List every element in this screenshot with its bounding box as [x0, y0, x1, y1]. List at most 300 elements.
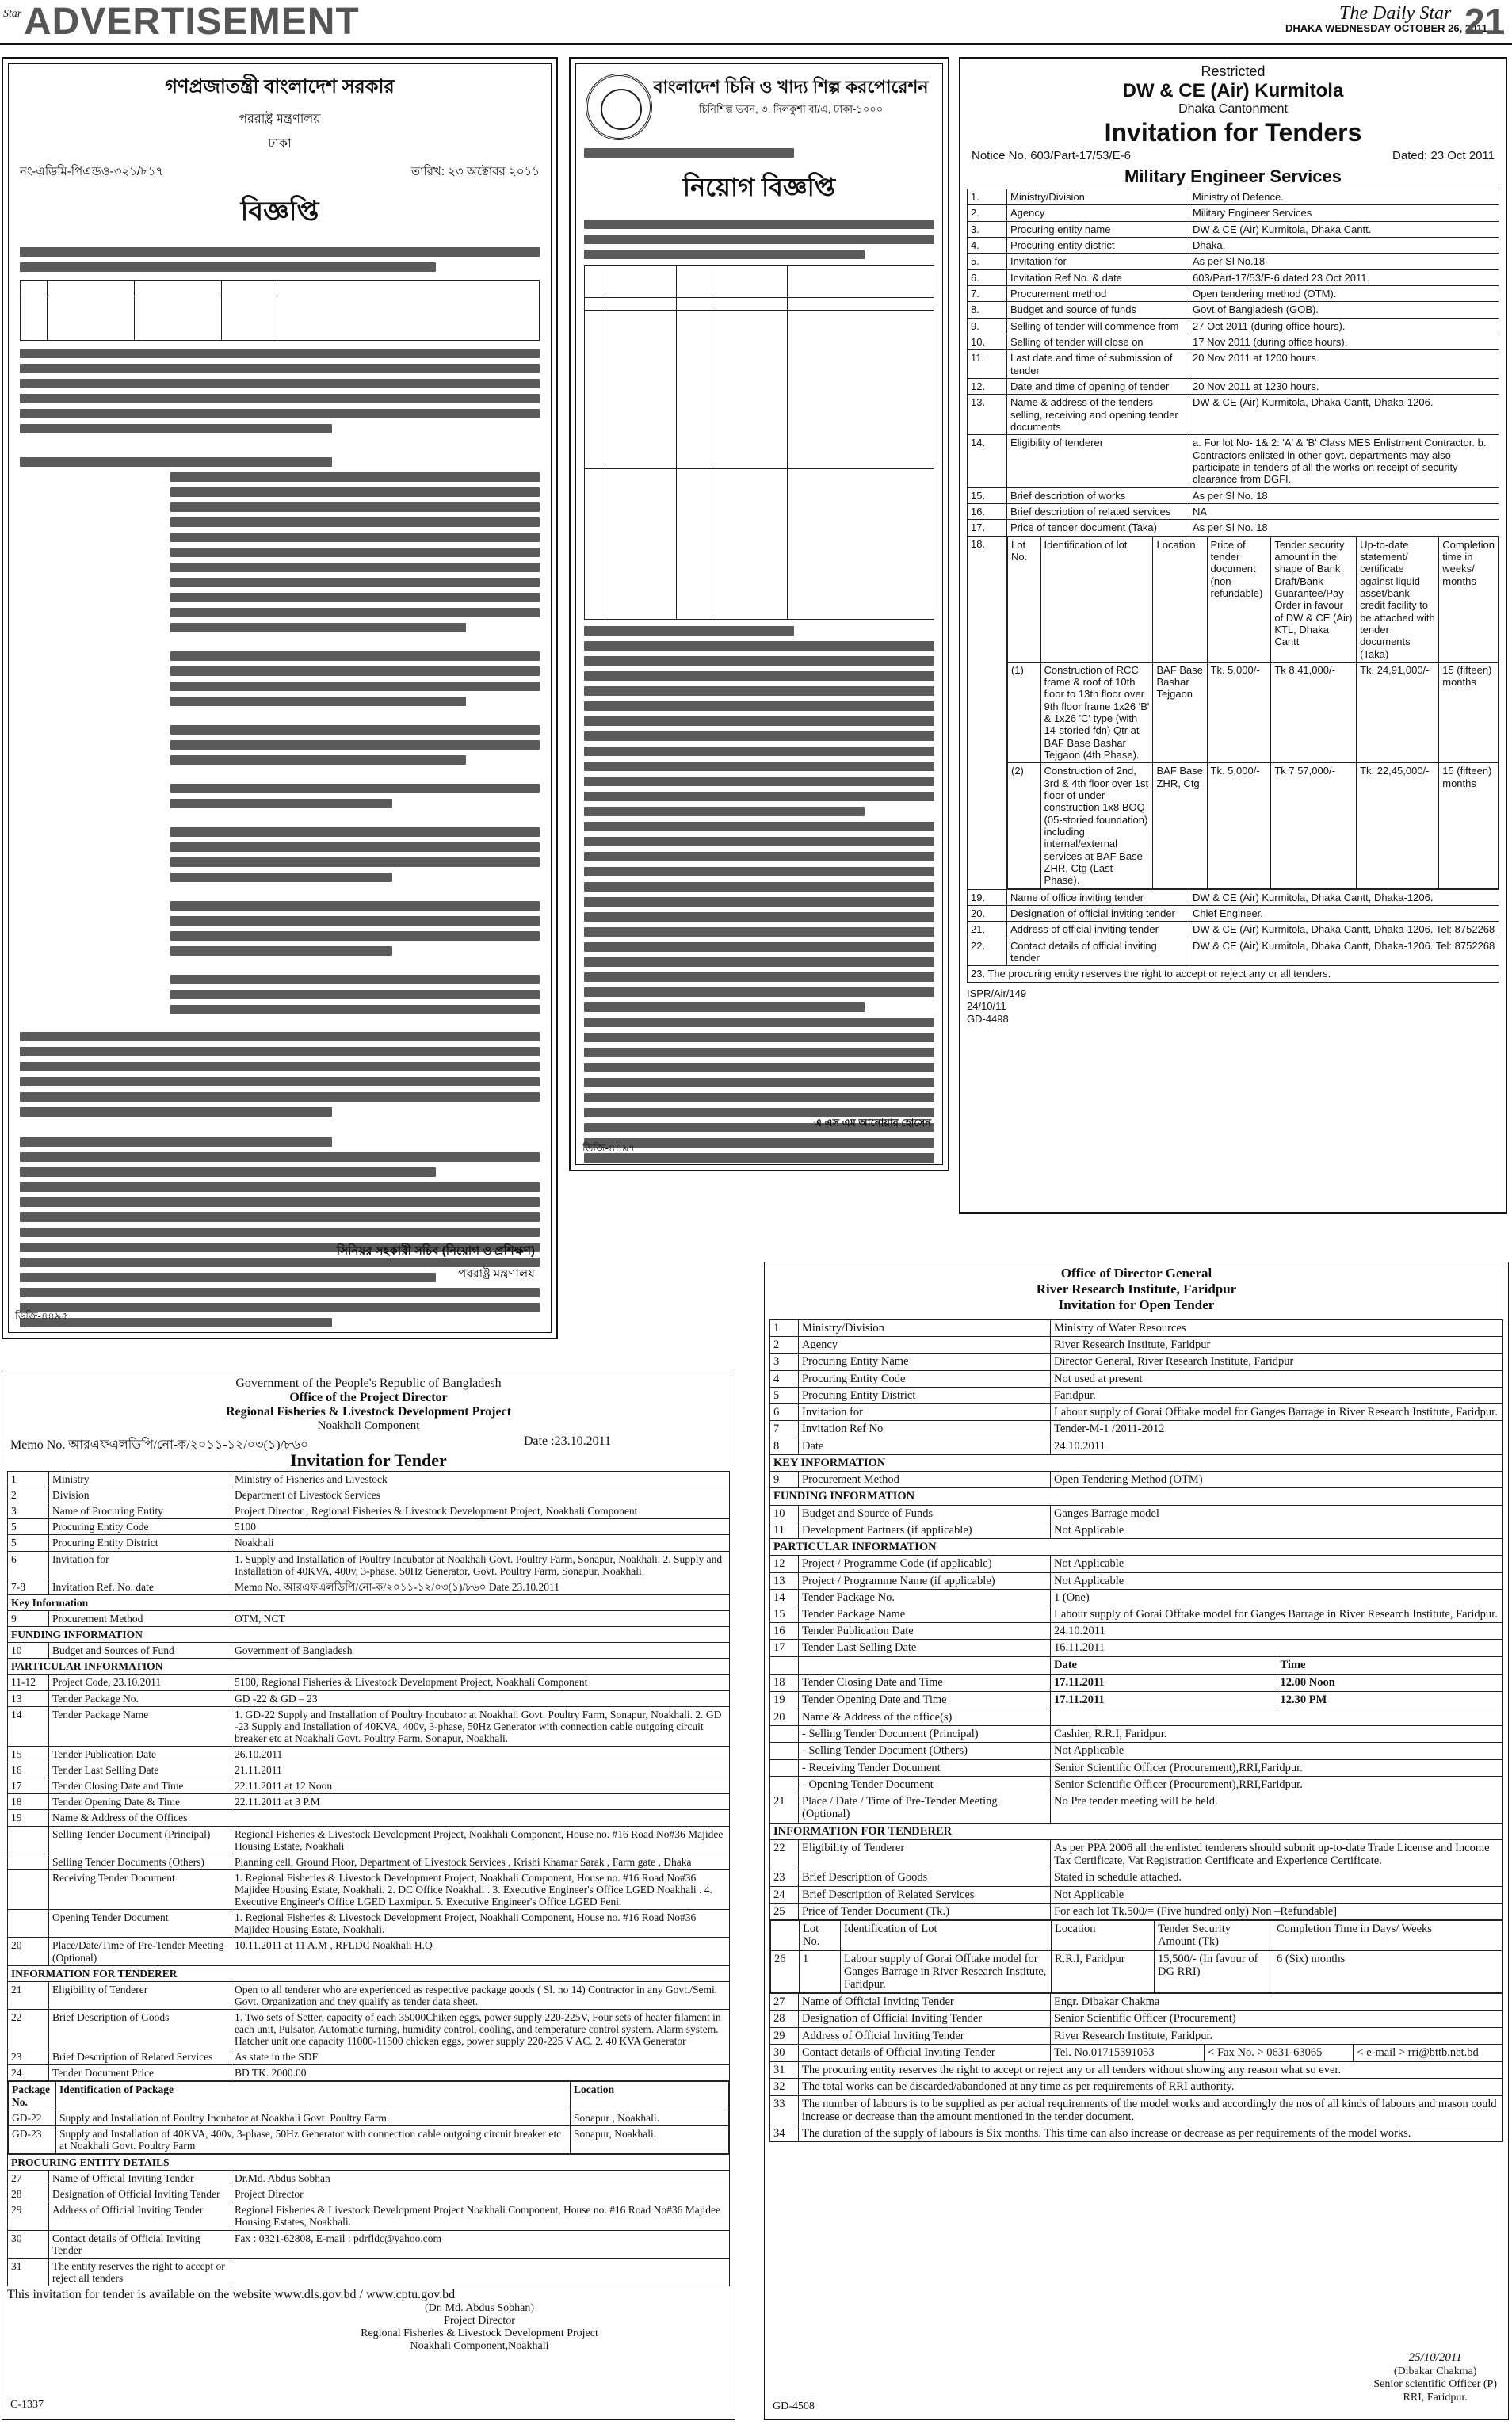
ad2-address: চিনিশিল্প ভবন, ৩, দিলকুশা বা/এ, ঢাকা-১০০০	[698, 102, 884, 115]
ad4-package-row	[9, 2125, 729, 2153]
ad4-tenderer-cell: 22	[8, 2009, 49, 2049]
ad4-tenderer-cell: 23	[8, 2049, 49, 2065]
ad3-tail-cell: 22.	[968, 938, 1007, 966]
ad5-lot-value-header: 6 (Six) months	[1273, 1950, 1502, 1993]
ad1-code: ডিজি-৪৪৯৫	[15, 1310, 68, 1322]
ad5-tenderer-row	[770, 1886, 1503, 1903]
ad4-particular-row	[8, 1746, 730, 1762]
ad5-closing-no: 18	[770, 1674, 799, 1691]
ad5-office-cell: Name & Address of the office(s)	[799, 1709, 1051, 1726]
ad3-lot-cell: 15 (fifteen) months	[1439, 763, 1499, 888]
ad3-detail-cell: 4.	[968, 237, 1007, 253]
ad4-detail-cell: Project Director , Regional Fisheries & Livestock Development Project, Noakhali Component	[231, 1503, 730, 1519]
ad4-particular-cell: Regional Fisheries & Livestock Development Project, Noakhali Component, House no. #16 Road No#36 Majidee Housing Estate, Noakhali	[231, 1826, 730, 1854]
ad4-tenderer-cell: BD TK. 2000.00	[231, 2065, 730, 2081]
ad5-tenderer-row	[770, 1839, 1503, 1869]
ad5-contact-label: Contact details of Official Inviting Tender	[799, 2044, 1051, 2061]
ad2-post-table	[584, 265, 934, 620]
ad5-particular-cell: Tender Last Selling Date	[799, 1640, 1051, 1656]
ad4-package-cell: GD-22	[9, 2110, 56, 2125]
ad3-detail-cell: 6.	[968, 269, 1007, 285]
ad4-budget-value: Government of Bangladesh	[231, 1643, 730, 1659]
ad5-office-cell	[770, 1726, 799, 1743]
ad5-method-value: Open Tendering Method (OTM)	[1051, 1472, 1503, 1488]
ad3-lot-header: Completion time in weeks/ months	[1439, 537, 1499, 662]
page-number: 21	[1464, 1, 1506, 42]
ad4-particular-cell: 22.11.2011 at 12 Noon	[231, 1778, 730, 1794]
ad4-particular-row	[8, 1810, 730, 1826]
ad5-contact-cell: River Research Institute, Faridpur.	[1051, 2027, 1503, 2044]
ad4-detail-row	[8, 1503, 730, 1519]
ad4-contact-cell: The entity reserves the right to accept or reject all tenders	[49, 2258, 231, 2286]
ad3-detail-cell: Last date and time of submission of tender	[1007, 350, 1189, 379]
ad5-tenderer-cell: 23	[770, 1869, 799, 1886]
section-title: ADVERTISEMENT	[24, 1, 360, 43]
ad3-location: Dhaka Cantonment	[1178, 102, 1288, 116]
ad5-particular-row	[770, 1589, 1503, 1606]
ad3-detail-cell: Brief description of related services	[1007, 503, 1189, 519]
ad4-detail-cell: Division	[49, 1487, 231, 1503]
ad4-particular-cell: 1. GD-22 Supply and Installation of Poultry Incubator at Noakhali Govt. Poultry Farm, Sonapur, Noakhali. 2. GD -23 Supply and Installation of 40KVA, 400v, 3-phase, 50Hz Generator with connection cable outgoing circuit breaker etc at Noakhali Govt. Poultry Farm, Sonapur, Noakhali.	[231, 1706, 730, 1746]
ad5-date-header: Date	[1051, 1657, 1277, 1674]
ad5-particular-row	[770, 1623, 1503, 1640]
ad4-package-cell: GD-23	[9, 2125, 56, 2153]
ad4-detail-cell: 1	[8, 1472, 49, 1487]
ad5-detail-cell: 24.10.2011	[1051, 1438, 1503, 1454]
ad5-key-info: KEY INFORMATION	[770, 1454, 1503, 1471]
ad5-detail-cell: 4	[770, 1370, 799, 1387]
ad5-sig-name: (Dibakar Chakma)	[1393, 2365, 1477, 2377]
ad4-contact-row	[8, 2171, 730, 2186]
ad4-particular-cell: 17	[8, 1778, 49, 1794]
masthead-star-logo: Star	[3, 8, 22, 20]
ad5-title: Invitation for Open Tender	[1058, 1297, 1215, 1312]
ad4-particular-row	[8, 1869, 730, 1909]
ad3-detail-cell: Procuring entity name	[1007, 221, 1189, 237]
ad5-contact-cell: 29	[770, 2027, 799, 2044]
ad3-lot-header: Identification of lot	[1040, 537, 1153, 662]
ad4-proc: PROCURING ENTITY DETAILS	[8, 2155, 730, 2171]
ad5-particular-cell: Tender Publication Date	[799, 1623, 1051, 1640]
ad5-detail-cell: Invitation Ref No	[799, 1421, 1051, 1438]
ad3-detail-cell: Price of tender document (Taka)	[1007, 520, 1189, 536]
ad3-lot-cell: BAF Base ZHR, Ctg	[1153, 763, 1207, 888]
ad4-particular-cell: 15	[8, 1746, 49, 1762]
ad5-lot-header: Identification of Lot	[841, 1921, 1052, 1950]
ad-river-research-institute	[764, 1262, 1509, 2420]
ad4-particular-cell: 10.11.2011 at 11 A.M , RFLDC Noakhali H.Q	[231, 1938, 730, 1965]
ad5-office-cell	[770, 1743, 799, 1759]
ad4-tenderer-row	[8, 2049, 730, 2065]
ad5-lot-header: Tender Security Amount (Tk)	[1155, 1921, 1273, 1950]
ad5-opening-label: Tender Opening Date and Time	[799, 1691, 1051, 1709]
ad2-code: ডিজি-৪৪৯৭	[582, 1142, 636, 1154]
ad4-contact-cell: Fax : 0321-62808, E-mail : pdrfldc@yahoo.com	[231, 2230, 730, 2258]
ad4-contact-cell: 29	[8, 2202, 49, 2230]
ad5-particular-cell: 15	[770, 1606, 799, 1622]
ad3-detail-cell: 20 Nov 2011 at 1200 hours.	[1189, 350, 1499, 379]
ad4-tenderer-cell: Eligibility of Tenderer	[49, 1981, 231, 2009]
ad4-particular-cell: 13	[8, 1690, 49, 1706]
ad3-detail-cell: As per Sl No. 18	[1189, 487, 1499, 503]
ad4-particular-row	[8, 1854, 730, 1869]
ad5-contact-cell: Address of Official Inviting Tender	[799, 2027, 1051, 2044]
ad5-contact-fax: < Fax No. > 0631-63065	[1205, 2045, 1354, 2061]
ad5-lot-value-header: 26	[771, 1950, 800, 1993]
ad4-detail-cell: 1. Supply and Installation of Poultry Incubator at Noakhali Govt. Poultry Farm, Sonapur, Noakhali. 2. Supply and Installation of 40KVA, 400v, 3-phase, 50Hz Generator, Govt. Poultry Farm, Sonapur, Noakhali.	[231, 1551, 730, 1579]
ad5-office-row	[770, 1759, 1503, 1776]
ad3-dated: Dated: 23 Oct 2011	[1392, 149, 1495, 162]
ad5-detail-cell: 5	[770, 1387, 799, 1403]
ad4-contact-row	[8, 2186, 730, 2202]
ad3-detail-cell: 12.	[968, 378, 1007, 394]
ad3-lot-cell: Tk 7,57,000/-	[1271, 763, 1357, 888]
ad4-particular-cell: Opening Tender Document	[49, 1910, 231, 1938]
ad5-funding-cell: 10	[770, 1505, 799, 1522]
ad4-contact-cell: Designation of Official Inviting Tender	[49, 2186, 231, 2202]
ad3-detail-cell: Procuring entity district	[1007, 237, 1189, 253]
ad3-lot-header: Location	[1153, 537, 1207, 662]
ad4-package-header: Identification of Package	[56, 2082, 571, 2110]
ad5-opening-time: 12.30 PM	[1280, 1693, 1327, 1706]
ad5-particular-row	[770, 1572, 1503, 1589]
ad-sugar-frame	[575, 63, 943, 1165]
ad4-particular-cell: Selling Tender Documents (Others)	[49, 1854, 231, 1869]
ad5-funding-cell: Budget and Source of Funds	[799, 1505, 1051, 1522]
ad5-office-cell: - Selling Tender Document (Others)	[799, 1743, 1051, 1759]
ad1-signer-office: পররাষ্ট্র মন্ত্রণালয়	[458, 1267, 535, 1281]
ad4-tenderer-cell: Brief Description of Related Services	[49, 2049, 231, 2065]
ad3-detail-cell: Military Engineer Services	[1189, 205, 1499, 221]
ad3-detail-cell: 603/Part-17/53/E-6 dated 23 Oct 2011.	[1189, 269, 1499, 285]
ad5-lot-header: Lot No.	[800, 1921, 841, 1950]
ad5-particular-cell: Tender Package Name	[799, 1606, 1051, 1622]
ad5-office-row	[770, 1793, 1503, 1823]
ad4-project: Regional Fisheries & Livestock Development Project	[225, 1405, 512, 1419]
ad5-tenderer-cell: Stated in schedule attached.	[1051, 1869, 1503, 1886]
ad2-title: নিয়োগ বিজ্ঞপ্তি	[682, 172, 836, 201]
ad5-detail-cell: 3	[770, 1354, 799, 1370]
ad4-particular-cell: 26.10.2011	[231, 1746, 730, 1762]
ad4-particular-cell: Tender Package Name	[49, 1706, 231, 1746]
ad5-particular: PARTICULAR INFORMATION	[770, 1539, 1503, 1556]
ad4-particular-cell: Receiving Tender Document	[49, 1869, 231, 1909]
ad4-detail-cell: Name of Procuring Entity	[49, 1503, 231, 1519]
ad3-ispr-date: 24/10/11	[967, 999, 1006, 1012]
ad4-particular-row	[8, 1826, 730, 1854]
ad5-table	[769, 1319, 1503, 2142]
ad4-detail-cell: 7-8	[8, 1579, 49, 1594]
ad4-funding-info: FUNDING INFORMATION	[8, 1627, 730, 1643]
ad3-detail-cell: Govt of Bangladesh (GOB).	[1189, 302, 1499, 318]
ad5-lot-table	[770, 1920, 1502, 1993]
ad3-tail-row	[968, 906, 1499, 922]
ad5-particular-cell: Not Applicable	[1051, 1572, 1503, 1589]
ad4-contact-cell: Dr.Md. Abdus Sobhan	[231, 2171, 730, 2186]
ad1-signer: সিনিয়র সহকারী সচিব (নিয়োগ ও প্রশিক্ষণ)	[336, 1244, 535, 1258]
ad5-particular-cell: Project / Programme Name (if applicable)	[799, 1572, 1051, 1589]
ad4-detail-cell: 3	[8, 1503, 49, 1519]
ad5-contact-cell: Designation of Official Inviting Tender	[799, 2011, 1051, 2027]
ad3-detail-cell: Invitation for	[1007, 254, 1189, 269]
ad5-tenderer-cell: Not Applicable	[1051, 1886, 1503, 1903]
ad4-detail-cell: Invitation Ref. No. date	[49, 1579, 231, 1594]
ad3-tail-row	[968, 922, 1499, 938]
ad5-method-no: 9	[770, 1472, 799, 1488]
ad4-key-info: Key Information	[8, 1594, 730, 1610]
ad4-detail-cell: Memo No. আরএফএলডিপি/নো-ক/২০১১-১২/০৩(১)/৮৬০ Date 23.10.2011	[231, 1579, 730, 1594]
ad3-service: Military Engineer Services	[1124, 166, 1342, 186]
ad5-office-cell	[770, 1776, 799, 1793]
ad4-particular-cell: 20	[8, 1938, 49, 1965]
ad3-tail-cell: Chief Engineer.	[1189, 906, 1499, 922]
ad3-detail-cell: As per Sl No.18	[1189, 254, 1499, 269]
ad5-time-header: Time	[1280, 1658, 1306, 1671]
ad5-contact-cell: Name of Official Inviting Tender	[799, 1994, 1051, 2011]
ad4-particular-row	[8, 1938, 730, 1965]
ad5-lot-value-header: 1	[800, 1950, 841, 1993]
ad5-contact-email: < e-mail > rri@bttb.net.bd	[1357, 2045, 1479, 2059]
ad4-detail-cell: Invitation for	[49, 1551, 231, 1579]
ad4-component: Noakhali Component	[317, 1419, 420, 1432]
ad4-office: Office of the Project Director	[289, 1391, 448, 1404]
ad3-tail-cell: DW & CE (Air) Kurmitola, Dhaka Cantt, Dhaka-1206.	[1189, 889, 1499, 905]
ad3-lot-cell: (1)	[1008, 662, 1041, 763]
ad5-method-label: Procurement Method	[799, 1472, 1051, 1488]
ad4-particular-cell: 1. Regional Fisheries & Livestock Development Project, Noakhali Component, House no. #16 Road No#36 Majidee Housing Estate, Noakhali. 2. DC Office Noakhali . 3. Executive Engineer's Office LGED Noakhali . 4. Executive Engineer's Office LGED Laxmipur. 5. Executive Engineer's Office LGED Feni.	[231, 1869, 730, 1909]
ad3-detail-cell: 2.	[968, 205, 1007, 221]
ad5-closing-time: 12.00 Noon	[1280, 1675, 1335, 1689]
ad3-detail-cell: 17.	[968, 520, 1007, 536]
ad-sugar-food-corporation	[569, 57, 949, 1171]
ad4-sig-name: (Dr. Md. Abdus Sobhan)	[424, 2302, 535, 2315]
ad3-lot-cell: Tk. 22,45,000/-	[1357, 763, 1439, 888]
ad3-lot-row	[1008, 662, 1499, 763]
ad5-tenderer-cell: Eligibility of Tenderer	[799, 1839, 1051, 1869]
ad5-tenderer-row	[770, 1903, 1503, 1919]
ad5-office-row	[770, 1776, 1503, 1793]
ad3-title: Invitation for Tenders	[1104, 118, 1362, 147]
ad5-detail-cell: Tender-M-1 /2011-2012	[1051, 1421, 1503, 1438]
ad5-office-cell: 20	[770, 1709, 799, 1726]
ad-dw-ce-kurmitola	[959, 57, 1507, 1214]
ad4-particular-cell: Project Code, 23.10.2011	[49, 1675, 231, 1690]
ad4-tenderer-cell: 24	[8, 2065, 49, 2081]
ad5-lot-header: Completion Time in Days/ Weeks	[1273, 1921, 1502, 1950]
ad5-note-no: 31	[770, 2062, 799, 2079]
ad5-note-text: The number of labours is to be supplied as per actual requirements of the model works and accordingly the nos of all kinds of labours and mason could increase or decrease than the amount mentioned in the tender document.	[799, 2095, 1503, 2125]
ad4-detail-cell: Ministry of Fisheries and Livestock	[231, 1472, 730, 1487]
ad5-contact-row	[770, 1994, 1503, 2011]
ad4-detail-row	[8, 1579, 730, 1594]
ad5-contact-row	[770, 2027, 1503, 2044]
ad4-budget-no: 10	[8, 1643, 49, 1659]
ad4-particular-cell	[8, 1826, 49, 1854]
ad3-tail-cell: 20.	[968, 906, 1007, 922]
ad4-package-header: Location	[571, 2082, 729, 2110]
ad3-detail-cell: Brief description of works	[1007, 487, 1189, 503]
ad5-particular-cell: Project / Programme Code (if applicable)	[799, 1556, 1051, 1572]
ad4-detail-cell: Noakhali	[231, 1535, 730, 1551]
ad5-funding-cell: Ganges Barrage model	[1051, 1505, 1503, 1522]
ad5-detail-cell: Faridpur.	[1051, 1387, 1503, 1403]
ad5-detail-row	[770, 1438, 1503, 1454]
ad1-post-table	[20, 280, 540, 341]
ad3-restricted: Restricted	[1201, 63, 1266, 79]
ad3-lot-row-header: 18. Lot No. Identification of lot Location Price of tender document (non-refundable) Tender security amount in the shape of Bank Draft/Bank Guarantee/Pay -Order in favour of DW & CE (Air) KTL, Dhaka Cantt Up-to-date statement/ certificate against liquid asset/bank credit facility to be attached with tender documents (Taka) Completion time in weeks/ months (1) Construction of RCC frame & roof of 10th floor to 13th floor over 9th floor frame 1x26 'B' & 1x26 'C' type (with 14-storied fdn) Qtr at BAF Base Bashar Tejgaon (4th Phase). BAF Base Bashar Tejgaon Tk. 5,000/- Tk 8,41,000/- Tk. 24,91,000/- 15 (fifteen) months (2) Construction of 2nd, 3rd & 4th floor over 1st floor of under construction 1x8 BOQ (05-storied foundation) including internal/external services at BAF Base ZHR, Ctg (Last Phase). BAF Base ZHR, Ctg Tk. 5,000/- Tk 7,57,000/- Tk. 22,45,000/- 15 (fifteen) months	[968, 536, 1499, 889]
ad5-detail-row	[770, 1421, 1503, 1438]
ad4-particular-cell: Tender Last Selling Date	[49, 1762, 231, 1778]
ad3-detail-cell: 17 Nov 2011 (during office hours).	[1189, 334, 1499, 349]
ad3-lot-cell: BAF Base Bashar Tejgaon	[1153, 662, 1207, 763]
ad4-contact-row	[8, 2258, 730, 2286]
ad4-package-cell: Sonapur , Noakhali.	[571, 2110, 729, 2125]
ad4-detail-cell: Procuring Entity Code	[49, 1519, 231, 1535]
ad4-particular-cell: Tender Publication Date	[49, 1746, 231, 1762]
ad5-tenderer-cell: Brief Description of Goods	[799, 1869, 1051, 1886]
ad3-code: GD-4498	[967, 1013, 1009, 1025]
ad5-funding: FUNDING INFORMATION	[770, 1488, 1503, 1505]
ad3-detail-cell: Agency	[1007, 205, 1189, 221]
ad5-tenderer-row	[770, 1869, 1503, 1886]
ad4-tenderer-row	[8, 1981, 730, 2009]
ad4-package-cell: Supply and Installation of 40KVA, 400v, 3-phase, 50Hz Generator with connection cable outgoing circuit breaker etc at Noakhali Govt. Poultry Farm	[56, 2125, 571, 2153]
ad3-detail-cell: 10.	[968, 334, 1007, 349]
ad5-detail-cell: River Research Institute, Faridpur	[1051, 1337, 1503, 1354]
ad4-tenderer-cell: Open to all tenderer who are experienced as respective package goods ( Sl. no 14) Contractor in any Govt./Semi. Govt. Organization and they qualify as tender data sheet.	[231, 1981, 730, 2009]
dateline: DHAKA WEDNESDAY OCTOBER 26, 2011	[1285, 22, 1488, 34]
ad3-lot-cell: Tk 8,41,000/-	[1271, 662, 1357, 763]
ad3-detail-cell: Date and time of opening of tender	[1007, 378, 1189, 394]
ad2-signer: এ এস এম আনোয়ার হোসেন	[814, 1117, 931, 1128]
ad3-detail-cell: 16.	[968, 503, 1007, 519]
ad3-lot-header: Up-to-date statement/ certificate against liquid asset/bank credit facility to be attached with tender documents (Taka)	[1357, 537, 1439, 662]
ad5-particular-cell: Labour supply of Gorai Offtake model for Ganges Barrage in River Research Institute, Faridpur.	[1051, 1606, 1503, 1622]
ad5-tenderer-cell: As per PPA 2006 all the enlisted tenderers should submit up-to-date Trade License and Income Tax Certificate, Vat Registration Certificate and Experience Certificate.	[1051, 1839, 1503, 1869]
ad4-method-label: Procurement Method	[49, 1610, 231, 1626]
ad3-tail-cell: 21.	[968, 922, 1007, 938]
ad4-detail-row	[8, 1472, 730, 1487]
ad4-particular-cell: Place/Date/Time of Pre-Tender Meeting (Optional)	[49, 1938, 231, 1965]
ad4-sig-title: Project Director	[444, 2315, 515, 2328]
ad4-detail-row	[8, 1551, 730, 1579]
ad5-office-cell: Senior Scientific Officer (Procurement),RRI,Faridpur.	[1051, 1759, 1503, 1776]
ad5-particular-cell: 16.11.2011	[1051, 1640, 1503, 1656]
ad4-budget-label: Budget and Sources of Fund	[49, 1643, 231, 1659]
ad5-lot-header: Location	[1052, 1921, 1155, 1950]
ad5-particular-cell: 14	[770, 1589, 799, 1606]
ad4-table	[7, 1471, 730, 2286]
ad5-note-row	[770, 2079, 1503, 2095]
ad3-detail-cell: 3.	[968, 221, 1007, 237]
ad3-detail-cell: Invitation Ref No. & date	[1007, 269, 1189, 285]
ad3-detail-cell: 8.	[968, 302, 1007, 318]
ad3-lot-header: Lot No.	[1008, 537, 1041, 662]
ad4-particular-cell: 5100, Regional Fisheries & Livestock Development Project, Noakhali Component	[231, 1675, 730, 1690]
ad3-detail-cell: Procurement method	[1007, 285, 1189, 301]
ad4-contact-cell: 30	[8, 2230, 49, 2258]
ad4-tenderer-cell: Brief Description of Goods	[49, 2009, 231, 2049]
ad3-detail-cell: Ministry/Division	[1007, 189, 1189, 205]
ad5-detail-cell: Director General, River Research Institute, Faridpur	[1051, 1354, 1503, 1370]
masthead	[0, 0, 1512, 44]
ad-fisheries-livestock	[2, 1373, 735, 2420]
ad3-details-table	[967, 189, 1499, 983]
ad3-detail-cell: 27 Oct 2011 (during office hours).	[1189, 318, 1499, 334]
ad3-lot-table	[1007, 537, 1499, 889]
ad5-signature-date: 25/10/2011	[1408, 2351, 1462, 2364]
ad4-particular-cell	[8, 1910, 49, 1938]
ad5-office-cell: Senior Scientific Officer (Procurement),RRI,Faridpur.	[1051, 1776, 1503, 1793]
ad3-detail-cell: 7.	[968, 285, 1007, 301]
ad3-lot-cell: Tk. 5,000/-	[1207, 763, 1271, 888]
ad3-detail-cell: Budget and source of funds	[1007, 302, 1189, 318]
ad5-note-no: 34	[770, 2125, 799, 2141]
ad5-contact-cell: 28	[770, 2011, 799, 2027]
ad3-detail-cell: Selling of tender will close on	[1007, 334, 1189, 349]
ad5-tenderer-cell: Brief Description of Related Services	[799, 1886, 1051, 1903]
ad3-lot-cell: 15 (fifteen) months	[1439, 662, 1499, 763]
ad5-tender-info: INFORMATION FOR TENDERER	[770, 1823, 1503, 1839]
ad5-office-cell: Cashier, R.R.I, Faridpur.	[1051, 1726, 1503, 1743]
ad5-detail-cell: Procuring Entity Name	[799, 1354, 1051, 1370]
ad1-body-text	[20, 247, 540, 1327]
ad5-sig-title: Senior scientific Officer (P)	[1373, 2378, 1497, 2391]
ad3-detail-row	[968, 395, 1499, 435]
ad5-office-row	[770, 1743, 1503, 1759]
ad5-detail-cell: Labour supply of Gorai Offtake model for Ganges Barrage in River Research Institute, Faridpur.	[1051, 1404, 1503, 1421]
ad4-detail-cell: 5	[8, 1535, 49, 1551]
ad3-detail-row	[968, 269, 1499, 285]
ad5-tenderer-cell: 24	[770, 1886, 799, 1903]
ad3-detail-row	[968, 318, 1499, 334]
ad5-office-cell	[1051, 1709, 1503, 1726]
ad4-particular-cell: 21.11.2011	[231, 1762, 730, 1778]
ad3-notice: Notice No. 603/Part-17/53/E-6	[972, 149, 1131, 162]
ad4-particular-row	[8, 1690, 730, 1706]
ad3-detail-cell: 1.	[968, 189, 1007, 205]
ad4-detail-row	[8, 1535, 730, 1551]
ad4-particular: PARTICULAR INFORMATION	[8, 1659, 730, 1675]
ad4-particular-cell	[8, 1869, 49, 1909]
ad5-detail-cell: Agency	[799, 1337, 1051, 1354]
ad5-code: GD-4508	[773, 2400, 815, 2412]
ad3-ispr: ISPR/Air/149	[967, 987, 1027, 999]
ad5-lot-value-header: R.R.I, Faridpur	[1052, 1950, 1155, 1993]
ad3-detail-cell: Open tendering method (OTM).	[1189, 285, 1499, 301]
ad4-contact-row	[8, 2230, 730, 2258]
ad1-heading: গণপ্রজাতন্ত্রী বাংলাদেশ সরকার	[165, 76, 395, 97]
corporation-seal-icon	[586, 74, 652, 140]
ad5-contact-tel: Tel. No.01715391053	[1051, 2045, 1205, 2061]
ad3-detail-cell: Eligibility of tenderer	[1007, 435, 1189, 487]
ad5-particular-row	[770, 1640, 1503, 1656]
ad-foreign-ministry-frame	[8, 63, 552, 1333]
ad4-particular-row	[8, 1706, 730, 1746]
ad3-detail-row	[968, 285, 1499, 301]
ad3-detail-row	[968, 350, 1499, 379]
ad3-detail-row	[968, 254, 1499, 269]
ad5-note-text: The duration of the supply of labours is Six months. This time can also increase or decrease as per requirements of the model works.	[799, 2125, 1503, 2141]
ad4-package-cell: Sonapur, Noakhali.	[571, 2125, 729, 2153]
ad5-detail-cell: 2	[770, 1337, 799, 1354]
ad5-particular-cell: 16	[770, 1623, 799, 1640]
ad3-detail-row	[968, 205, 1499, 221]
ad5-contact-cell: Engr. Dibakar Chakma	[1051, 1994, 1503, 2011]
ad1-date: তারিখ: ২৩ অক্টোবর ২০১১	[410, 165, 540, 178]
ad5-particular-cell: 1 (One)	[1051, 1589, 1503, 1606]
ad5-particular-cell: 17	[770, 1640, 799, 1656]
